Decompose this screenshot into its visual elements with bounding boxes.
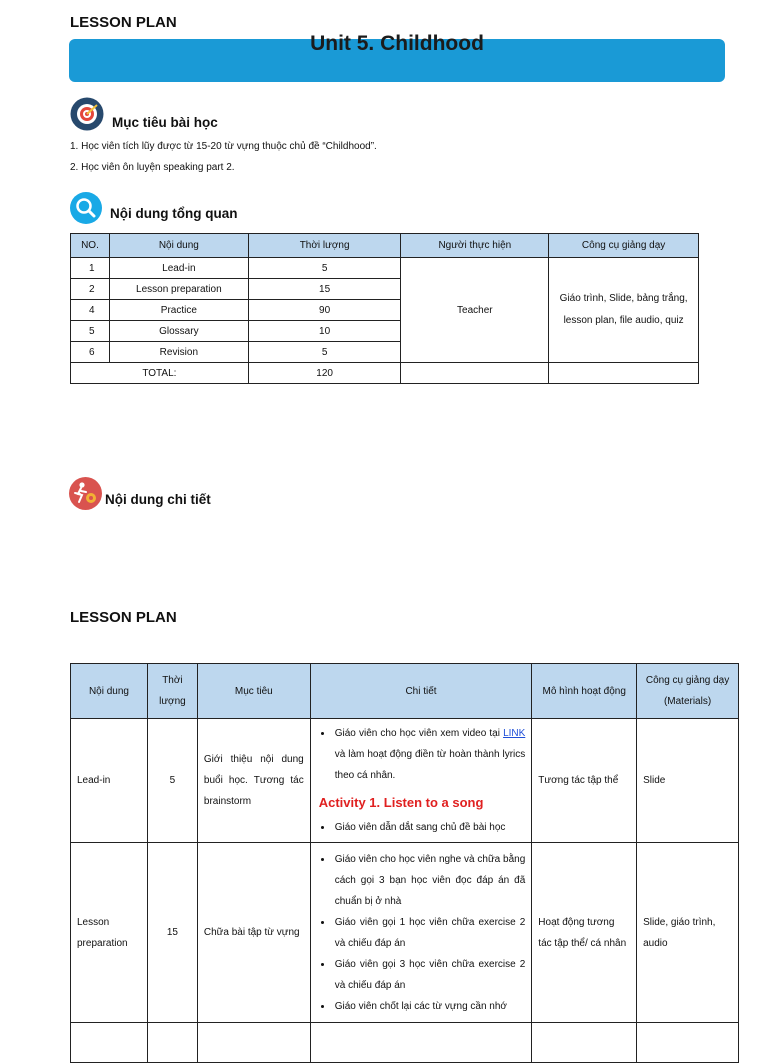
cell-duration: 10 (248, 321, 401, 342)
total-row (71, 363, 699, 384)
overview-header-row (71, 234, 699, 258)
list-item: • Giáo viên gọi 1 học viên chữa exercise 2 và chiếu đáp án (333, 912, 526, 954)
lp-col-model: Mô hình hoạt động (532, 664, 637, 719)
lesson-header-row (71, 664, 739, 719)
overview-table (70, 233, 699, 384)
lesson-plan-label: LESSON PLAN (70, 609, 177, 626)
col-content: Nội dung (109, 234, 248, 258)
table-row-partial (71, 1023, 739, 1063)
lp-col-tools (637, 664, 739, 719)
lesson-plan-table (70, 663, 739, 1063)
cell-no: 6 (71, 342, 110, 363)
cell-duration: 5 (248, 342, 401, 363)
table-row (71, 258, 699, 279)
cell-duration: 90 (248, 300, 401, 321)
page-title: Unit 5. Childhood (310, 32, 484, 55)
col-performer: Người thực hiện (401, 234, 549, 258)
lp-col-duration: Thời lượng (147, 664, 197, 719)
lp-col-detail: Chi tiết (310, 664, 532, 719)
detail-text-pre: Giáo viên cho học viên xem video tại (334, 728, 504, 739)
cell-content: Glossary (109, 321, 248, 342)
detail-list-2 (317, 817, 526, 838)
cell-empty (71, 1023, 148, 1063)
lp-col-tools-line1: Công cụ giảng dạy (645, 675, 730, 686)
cell-empty (532, 1023, 637, 1063)
total-empty-2 (549, 363, 699, 384)
cell-content: Lesson preparation (109, 279, 248, 300)
list-item: • Giáo viên chốt lại các từ vựng cần nhớ (333, 996, 526, 1017)
list-item: • Giáo viên gọi 3 học viên chữa exercise 2 và chiếu đáp án (333, 954, 526, 996)
objective-item-2: 2. Học viên ôn luyện speaking part 2. (70, 162, 235, 173)
detail-text-post: và làm hoạt động điền từ hoàn thành lyrics theo cá nhân. (334, 749, 526, 781)
runner-gear-icon (69, 477, 102, 515)
cell-empty (637, 1023, 739, 1063)
tools-line-1: Giáo trình, Slide, bảng trắng, (559, 293, 688, 304)
cell-no: 4 (71, 300, 110, 321)
header-label: LESSON PLAN (70, 14, 177, 31)
cell-empty (197, 1023, 310, 1063)
total-value: 120 (248, 363, 401, 384)
cell-content: Practice (109, 300, 248, 321)
activity-title: Activity 1. Listen to a song (318, 795, 484, 810)
lp-col-goal: Mục tiêu (197, 664, 310, 719)
cell-tools: Slide (637, 719, 739, 843)
list-item (333, 723, 526, 786)
cell-tools: Slide, giáo trình, audio (637, 843, 739, 1023)
target-icon (70, 97, 104, 136)
cell-goal: Chữa bài tập từ vựng (197, 843, 310, 1023)
cell-content: Lead-in (109, 258, 248, 279)
table-row (71, 719, 739, 843)
lp-col-tools-line2: (Materials) (663, 696, 712, 707)
objective-item-1: 1. Học viên tích lũy được từ 15-20 từ vựng thuộc chủ đề “Childhood”. (70, 141, 377, 152)
total-empty-1 (401, 363, 549, 384)
cell-tools (549, 258, 699, 363)
cell-duration: 15 (147, 843, 197, 1023)
magnifier-icon (70, 192, 102, 229)
cell-model: Tương tác tập thể (532, 719, 637, 843)
cell-duration: 15 (248, 279, 401, 300)
list-item: • Giáo viên dẫn dắt sang chủ đề bài học (333, 817, 526, 838)
cell-duration: 5 (248, 258, 401, 279)
objectives-heading: Mục tiêu bài học (112, 115, 218, 130)
cell-model: Hoạt động tương tác tập thể/ cá nhân (532, 843, 637, 1023)
list-item: • Giáo viên cho học viên nghe và chữa bằng cách gọi 3 bạn học viên đọc đáp án đã chuẩn bị ở nhà (333, 849, 526, 912)
cell-performer: Teacher (401, 258, 549, 363)
col-tools: Công cụ giảng dạy (549, 234, 699, 258)
col-no: NO. (71, 234, 110, 258)
cell-detail (310, 843, 532, 1023)
cell-no: 2 (71, 279, 110, 300)
tools-line-2: lesson plan, file audio, quiz (563, 315, 684, 326)
video-link[interactable]: LINK (503, 728, 526, 739)
detail-list (317, 849, 526, 1017)
cell-content: Lead-in (71, 719, 148, 843)
table-row (71, 843, 739, 1023)
lp-col-content: Nội dung (71, 664, 148, 719)
cell-no: 1 (71, 258, 110, 279)
cell-content: Revision (109, 342, 248, 363)
cell-duration: 5 (147, 719, 197, 843)
cell-no: 5 (71, 321, 110, 342)
total-label: TOTAL: (71, 363, 249, 384)
cell-goal: Giới thiệu nội dung buổi học. Tương tác brainstorm (197, 719, 310, 843)
cell-empty (147, 1023, 197, 1063)
overview-heading: Nội dung tổng quan (110, 206, 238, 221)
cell-content: Lesson preparation (71, 843, 148, 1023)
detail-list (317, 723, 526, 786)
cell-empty (310, 1023, 532, 1063)
details-heading: Nội dung chi tiết (105, 492, 211, 507)
col-duration: Thời lượng (248, 234, 401, 258)
cell-detail (310, 719, 532, 843)
